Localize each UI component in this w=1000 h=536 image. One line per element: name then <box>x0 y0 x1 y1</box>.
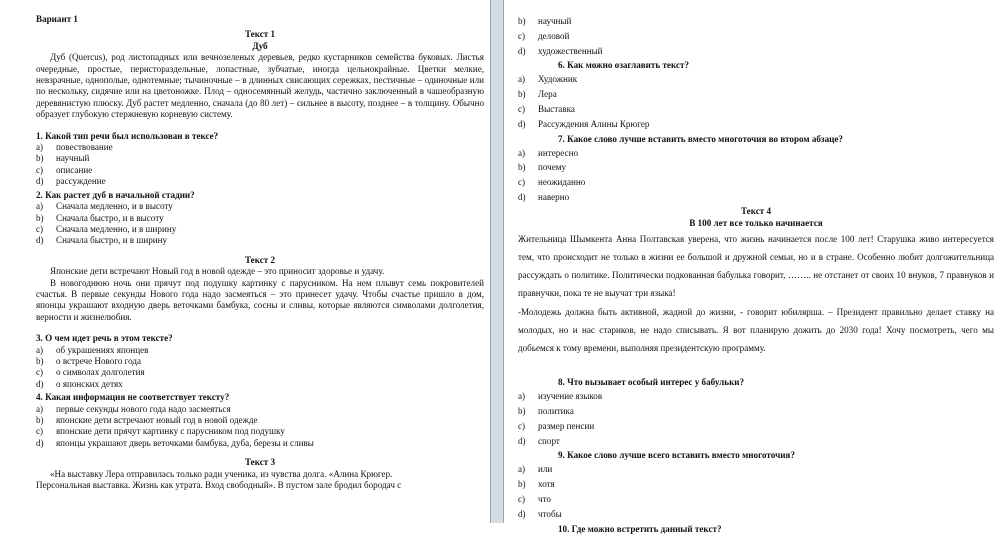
answer-option[interactable]: d) рассуждение <box>36 176 106 187</box>
answer-option[interactable]: b) Сначала быстро, и в высоту <box>36 212 164 223</box>
answer-option[interactable]: a) первые секунды нового года надо засмеяться <box>36 403 231 414</box>
question-7-options <box>518 146 994 205</box>
answer-option[interactable]: d) Сначала быстро, и в ширину <box>36 235 168 246</box>
answer-option[interactable]: c) размер пенсии <box>518 420 595 431</box>
question-4-options <box>36 404 484 450</box>
text4-paragraph-2: -Молодежь должна быть активной, жадной до жизни, - говорит юбилярша. – Президент правильно делает ставку на молодых, но и нас стариков, не надо списывать. Я вот планирую дожить до 2030 года! Хочу посмотреть, чего мы добьемся к тому времени, выполняя президентскую программу. <box>518 306 994 353</box>
question-8-options <box>518 389 994 448</box>
question-9: 9. Какое слово лучше всего вставить вместо многоточия? <box>558 450 795 461</box>
answer-option[interactable]: c) деловой <box>518 30 570 41</box>
question-1-options <box>36 142 484 188</box>
question-3-options <box>36 345 484 391</box>
text1-title: Текст 1 <box>244 29 276 40</box>
text3-line-2: Персональная выставка. Жизнь как утрата. Вход свободный». В пустом зале бродил бородач с <box>36 480 402 491</box>
answer-option[interactable]: d) спорт <box>518 435 560 446</box>
answer-option[interactable]: b) научный <box>518 16 572 26</box>
question-10: 10. Где можно встретить данный текст? <box>558 523 722 534</box>
question-1: 1. Какой тип речи был использован в тексе? <box>36 130 219 141</box>
answer-option[interactable]: c) Выставка <box>518 103 575 114</box>
answer-option[interactable]: a) Художник <box>518 74 578 85</box>
answer-option[interactable]: a) об украшениях японцев <box>36 344 149 355</box>
variant-heading: Вариант 1 <box>36 14 78 24</box>
question-2-options <box>36 201 484 247</box>
text4-title: Текст 4 <box>740 205 772 216</box>
answer-option[interactable]: c) Сначала медленно, и в ширину <box>36 223 177 234</box>
text4-subtitle: В 100 лет все только начинается <box>689 218 823 229</box>
question-6-options <box>518 72 994 131</box>
answer-option[interactable]: d) японцы украшают дверь веточками бамбука, дуба, березы и сливы <box>36 437 314 448</box>
text2-paragraph-1: Японские дети встречают Новый год в новой одежде – это приносит здоровье и удачу. <box>50 266 385 277</box>
answer-option[interactable]: b) Лера <box>518 89 557 100</box>
answer-option[interactable]: a) интересно <box>518 147 579 158</box>
text2-paragraph-2: В новогоднюю ночь они прячут под подушку картинку с парусником. На нем плывут семь покровителей счастья. В первые секунды Нового года надо засмеяться – это принесет удачу. Чтобы счастье пришло в дом, японцы украшают входную дверь веточками бамбука, сосны и сливы, которые являются символами долголетия, верности и жизнелюбия. <box>36 277 484 322</box>
answer-option[interactable]: b) научный <box>36 153 90 164</box>
answer-option[interactable]: a) изучение языков <box>518 391 603 402</box>
answer-option[interactable]: b) японские дети встречают новый год в новой одежде <box>36 415 258 425</box>
text3-line-1: «На выставку Лера отправилась только ради ученика, из чувства долга. «Алина Крюгер. <box>50 468 393 479</box>
page-divider <box>490 0 491 523</box>
document-page-left <box>0 0 490 523</box>
text4-paragraph-1: Жительница Шымкента Анна Полтавская уверена, что жизнь начинается после 100 лет! Старушка живо интересуется тем, что происходит не только в жизни ее большой и дружной семьи, но и в стране. Особенно любит долгожительница рассуждать о политике. Политически подкованная бабулька говорит, …….. не отстанет от своих 10 внуков, 7 правнуков и правнучки, пока те не выучат три языка! <box>518 233 994 299</box>
question-5-options <box>518 14 994 58</box>
answer-option[interactable]: b) хотя <box>518 479 555 490</box>
question-3: 3. О чем идет речь в этом тексте? <box>36 333 173 344</box>
answer-option[interactable]: a) Сначала медленно, и в высоту <box>36 201 173 212</box>
answer-option[interactable]: b) почему <box>518 162 567 173</box>
page-gap <box>490 0 504 523</box>
answer-option[interactable]: d) наверно <box>518 191 570 202</box>
text1-body: Дуб (Quercus), род листопадных или вечнозеленых деревьев, редко кустарников семейства буковых. Листья очередные, простые, перистораздельные, лопастные, зубчатые, иногда цельнокрайные. Цветки мелкие, невзрачные, однополые, однотемные; тычиночные – в длинных свисающих сережках, пестичные – одиночные или по нескольку, сидячие или на цветоножке. Плод – односемянный желудь, частично заключенный в чашеобразную деревянистую плюску. Дуб растет медленно, сначала (до 80 лет) – сильнее в высоту, позднее – в толщину. Обычно образует глубокую стержневую корневую систему. <box>36 52 484 120</box>
answer-option[interactable]: d) чтобы <box>518 508 562 519</box>
question-6: 6. Как можно озаглавить текст? <box>558 60 690 71</box>
question-8: 8. Что вызывает особый интерес у бабульки? <box>558 377 745 388</box>
text1-subtitle: Дуб <box>252 40 268 51</box>
answer-option[interactable]: b) о встрече Нового года <box>36 355 142 366</box>
answer-option[interactable]: b) политика <box>518 405 574 416</box>
answer-option[interactable]: d) художественный <box>518 45 603 56</box>
answer-option[interactable]: c) японские дети прячут картинку с парусником под подушку <box>36 426 285 437</box>
question-2: 2. Как растет дуб в начальной стадии? <box>36 189 195 200</box>
answer-option[interactable]: d) Рассуждения Алины Крюгер <box>518 118 650 129</box>
text2-title: Текст 2 <box>244 254 276 265</box>
answer-option[interactable]: c) неожиданно <box>518 177 586 188</box>
text3-title: Текст 3 <box>244 457 276 468</box>
question-9-options <box>518 462 994 521</box>
answer-option[interactable]: c) о символах долголетия <box>36 367 145 378</box>
document-page-right <box>504 0 1000 534</box>
answer-option[interactable]: d) о японских детях <box>36 378 123 389</box>
answer-option[interactable]: c) что <box>518 493 551 504</box>
answer-option[interactable]: a) повествование <box>36 142 113 153</box>
answer-option[interactable]: a) или <box>518 464 553 475</box>
question-7: 7. Какое слово лучше вставить вместо многоточия во втором абзаце? <box>558 133 843 144</box>
answer-option[interactable]: c) описание <box>36 164 93 175</box>
question-4: 4. Какая информация не соответствует тексту? <box>36 392 230 403</box>
